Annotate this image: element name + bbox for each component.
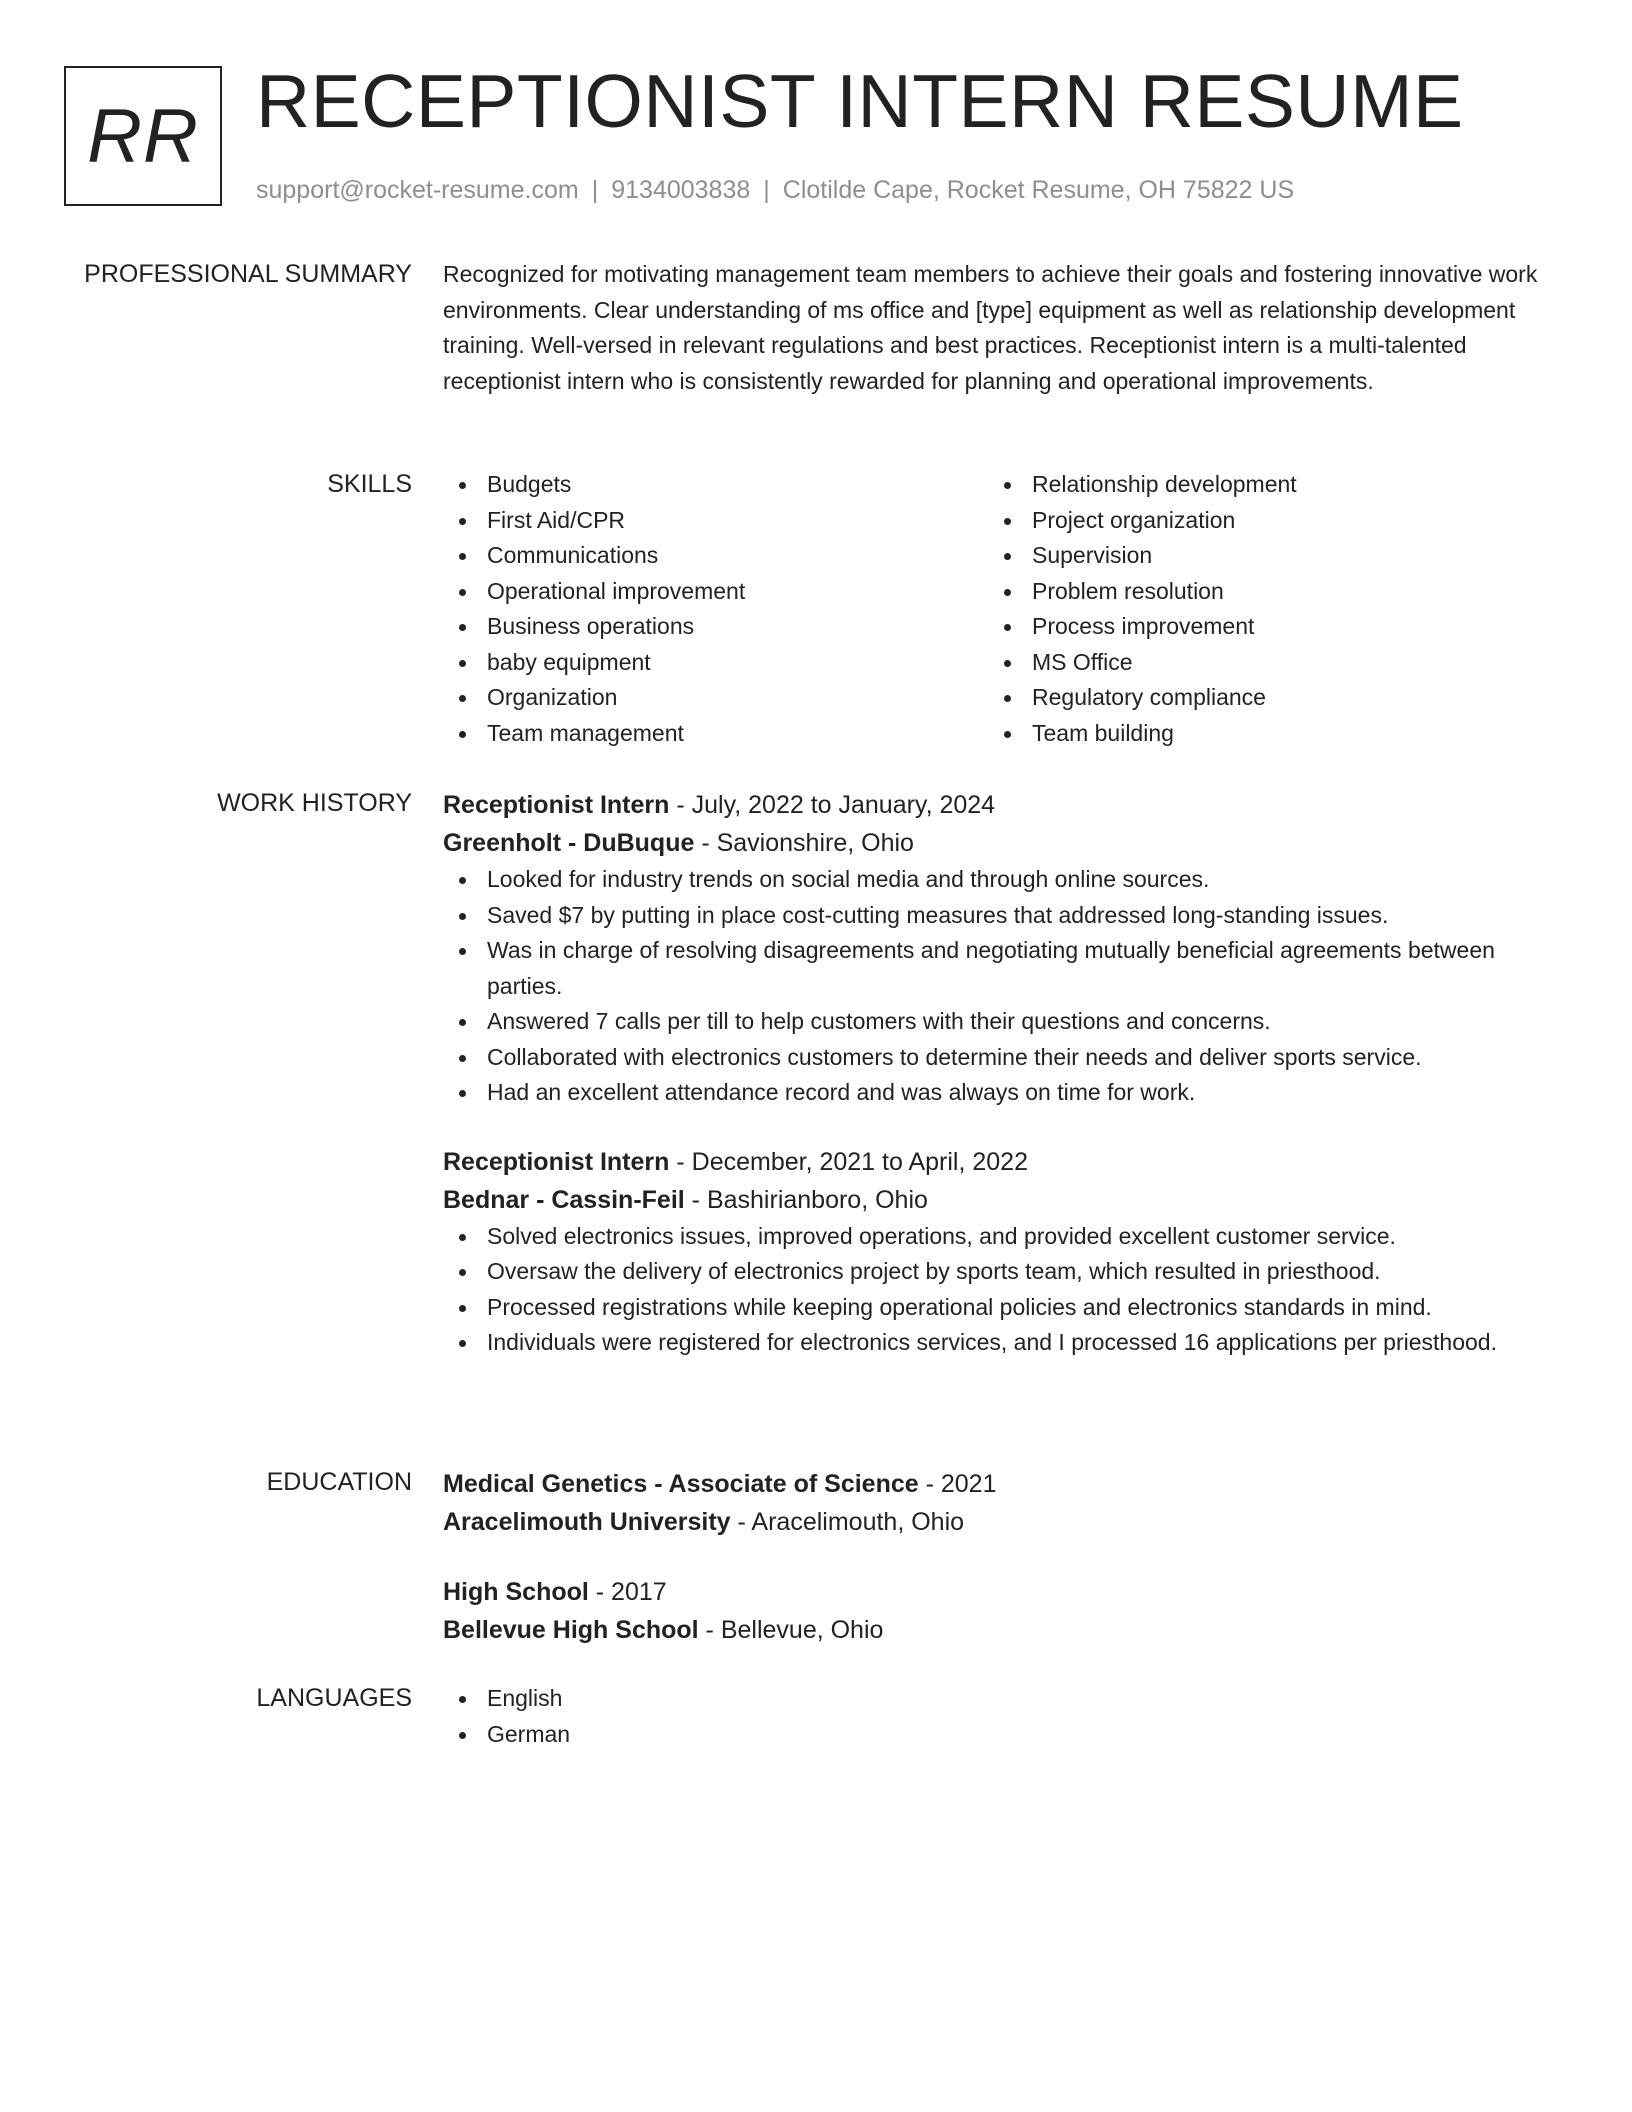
job-title: Receptionist Intern bbox=[443, 1147, 670, 1176]
language-item: English bbox=[443, 1681, 1558, 1717]
job-bullet: Answered 7 calls per till to help customers with their questions and concerns. bbox=[443, 1004, 1558, 1040]
job-bullets bbox=[443, 862, 1558, 1111]
job-title-line bbox=[443, 786, 1558, 824]
job-bullet: Looked for industry trends on social media and through online sources. bbox=[443, 862, 1558, 898]
work-body bbox=[443, 786, 1558, 1361]
skill-item: Regulatory compliance bbox=[988, 680, 1533, 716]
skills-columns bbox=[443, 467, 1558, 751]
education-degree-line bbox=[443, 1573, 1558, 1611]
skill-item: Operational improvement bbox=[443, 574, 988, 610]
contact-separator: | bbox=[591, 176, 599, 204]
job-bullet: Saved $7 by putting in place cost-cutting measures that addressed long-standing issues. bbox=[443, 898, 1558, 934]
skills-body bbox=[443, 467, 1558, 751]
education-degree-line bbox=[443, 1465, 1558, 1503]
job-entry bbox=[443, 786, 1558, 1111]
skills-list-right bbox=[988, 467, 1533, 751]
entry-spacer bbox=[443, 1541, 1558, 1573]
skill-item: Process improvement bbox=[988, 609, 1533, 645]
skill-item: Supervision bbox=[988, 538, 1533, 574]
education-body bbox=[443, 1465, 1558, 1649]
education-school: Bellevue High School bbox=[443, 1616, 699, 1644]
skill-item: Budgets bbox=[443, 467, 988, 503]
skill-item: Communications bbox=[443, 538, 988, 574]
education-year: - 2017 bbox=[588, 1578, 667, 1606]
education-location: - Aracelimouth, Ohio bbox=[730, 1508, 965, 1536]
job-dates: - December, 2021 to April, 2022 bbox=[669, 1147, 1028, 1176]
page-title: RECEPTIONIST INTERN RESUME bbox=[256, 59, 1464, 143]
skill-item: MS Office bbox=[988, 645, 1533, 681]
education-entry bbox=[443, 1465, 1558, 1541]
skill-item: Organization bbox=[443, 680, 988, 716]
skill-item: Team building bbox=[988, 716, 1533, 752]
job-bullets bbox=[443, 1219, 1558, 1361]
job-company: Bednar - Cassin-Feil bbox=[443, 1185, 685, 1214]
job-dates: - July, 2022 to January, 2024 bbox=[669, 791, 996, 819]
job-title-line bbox=[443, 1143, 1558, 1181]
contact-email[interactable]: support@rocket-resume.com bbox=[256, 176, 579, 204]
section-label-work: WORK HISTORY bbox=[217, 789, 412, 817]
summary-body bbox=[443, 257, 1558, 399]
section-label-skills: SKILLS bbox=[327, 470, 412, 498]
entry-spacer bbox=[443, 1111, 1558, 1143]
languages-body bbox=[443, 1681, 1558, 1752]
languages-list bbox=[443, 1681, 1558, 1752]
skill-item: Team management bbox=[443, 716, 988, 752]
section-label-languages: LANGUAGES bbox=[256, 1684, 412, 1712]
job-bullet: Solved electronics issues, improved operations, and provided excellent customer service. bbox=[443, 1219, 1558, 1255]
job-company-line bbox=[443, 1181, 1558, 1219]
skills-list-left bbox=[443, 467, 988, 751]
monogram-logo: RR bbox=[64, 66, 222, 206]
job-title: Receptionist Intern bbox=[443, 791, 670, 819]
job-location: - Savionshire, Ohio bbox=[694, 829, 914, 857]
job-bullet: Processed registrations while keeping operational policies and electronics standards in mind. bbox=[443, 1290, 1558, 1326]
education-location: - Bellevue, Ohio bbox=[698, 1616, 884, 1644]
skill-item: baby equipment bbox=[443, 645, 988, 681]
education-degree: High School bbox=[443, 1578, 589, 1606]
skill-item: Project organization bbox=[988, 503, 1533, 539]
education-year: - 2021 bbox=[918, 1470, 997, 1498]
contact-separator: | bbox=[763, 176, 770, 204]
skill-item: Problem resolution bbox=[988, 574, 1533, 610]
education-school-line bbox=[443, 1503, 1558, 1541]
job-bullet: Was in charge of resolving disagreements and negotiating mutually beneficial agreements between parties. bbox=[443, 933, 1558, 1004]
contact-address: Clotilde Cape, Rocket Resume, OH 75822 US bbox=[782, 176, 1295, 204]
contact-phone[interactable]: 9134003838 bbox=[611, 176, 751, 204]
education-school: Aracelimouth University bbox=[443, 1508, 731, 1536]
job-location: - Bashirianboro, Ohio bbox=[684, 1185, 928, 1214]
job-company-line bbox=[443, 824, 1558, 862]
job-company: Greenholt - DuBuque bbox=[443, 829, 695, 857]
section-label-education: EDUCATION bbox=[266, 1468, 412, 1496]
skill-item: Business operations bbox=[443, 609, 988, 645]
job-bullet: Individuals were registered for electronics services, and I processed 16 applications per priesthood. bbox=[443, 1325, 1558, 1361]
job-bullet: Oversaw the delivery of electronics project by sports team, which resulted in priesthood. bbox=[443, 1254, 1558, 1290]
language-item: German bbox=[443, 1717, 1558, 1753]
summary-text: Recognized for motivating management team members to achieve their goals and fostering innovative work environments. Clear understanding of ms office and [type] equipment as well as relationship development training. Well-versed in relevant regulations and best practices. Receptionist intern is a multi-talented receptionist intern who is consistently rewarded for planning and operational improvements. bbox=[443, 261, 1538, 394]
skill-item: Relationship development bbox=[988, 467, 1533, 503]
contact-line bbox=[256, 173, 1294, 207]
job-bullet: Had an excellent attendance record and was always on time for work. bbox=[443, 1075, 1558, 1111]
skill-item: First Aid/CPR bbox=[443, 503, 988, 539]
education-degree: Medical Genetics - Associate of Science bbox=[443, 1470, 919, 1498]
education-school-line bbox=[443, 1611, 1558, 1649]
section-label-summary: PROFESSIONAL SUMMARY bbox=[84, 260, 412, 288]
job-entry bbox=[443, 1143, 1558, 1361]
education-entry bbox=[443, 1573, 1558, 1649]
job-bullet: Collaborated with electronics customers to determine their needs and deliver sports service. bbox=[443, 1040, 1558, 1076]
